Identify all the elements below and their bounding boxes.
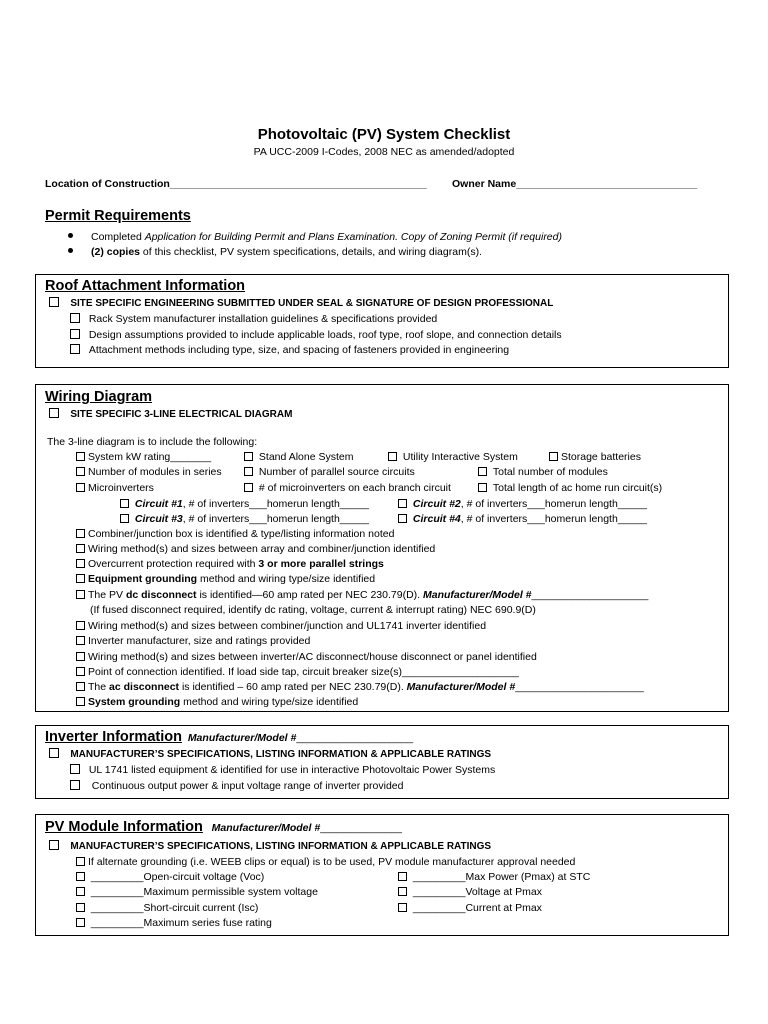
checkbox[interactable] — [478, 467, 487, 476]
model-field[interactable]: ______________________ — [515, 681, 644, 693]
item-bold: 3 or more parallel strings — [258, 558, 384, 570]
wiring-line-4 — [76, 573, 375, 585]
checkbox[interactable] — [76, 903, 85, 912]
checkbox[interactable] — [49, 748, 59, 758]
wiring-main-label: SITE SPECIFIC 3-LINE ELECTRICAL DIAGRAM — [70, 409, 293, 420]
pv-item-b3 — [398, 902, 542, 914]
checkbox[interactable] — [398, 903, 407, 912]
checkbox[interactable] — [76, 652, 85, 661]
checkbox[interactable] — [70, 313, 80, 323]
wiring-row-2b — [244, 466, 415, 478]
item-label: UL 1741 listed equipment & identified for use in interactive Photovoltaic Power Systems — [88, 764, 496, 776]
permit-bullet-1 — [68, 231, 562, 243]
item-label: method and wiring type/size identified — [197, 573, 376, 585]
item-label: _________Max Power (Pmax) at STC — [412, 871, 591, 883]
pv-grounding-item — [76, 856, 575, 868]
checkbox[interactable] — [76, 872, 85, 881]
permit-b1-italic: Application for Building Permit and Plans Examination. Copy of Zoning Permit (if required) — [144, 231, 562, 243]
item-label: _________Current at Pmax — [412, 902, 542, 914]
circuit-2 — [398, 498, 647, 510]
item-label: The PV — [88, 589, 126, 601]
item-label: If alternate grounding (i.e. WEEB clips or equal) is to be used, PV module manufacturer approval needed — [88, 856, 576, 868]
checkbox[interactable] — [49, 297, 59, 307]
permit-b1-pre: Completed — [91, 231, 145, 243]
pv-item-a2 — [76, 886, 318, 898]
wiring-line-10 — [76, 681, 644, 693]
wiring-row-1c — [388, 451, 518, 463]
wiring-row-1 — [76, 451, 211, 463]
roof-item-2 — [70, 329, 562, 341]
pv-main-item — [49, 840, 491, 852]
model-label: Manufacturer/Model # — [187, 732, 297, 744]
roof-item-label: Rack System manufacturer installation guidelines & specifications provided — [88, 313, 438, 325]
roof-main-item — [49, 297, 553, 309]
checkbox[interactable] — [76, 667, 85, 676]
wiring-row-2a — [76, 466, 222, 478]
checkbox[interactable] — [398, 887, 407, 896]
checkbox[interactable] — [76, 590, 85, 599]
item-label: is identified – 60 amp rated per NEC 230.79(D). — [179, 681, 407, 693]
checkbox[interactable] — [49, 840, 59, 850]
roof-item-1 — [70, 313, 437, 325]
circuit-label: Circuit #1 — [134, 498, 183, 510]
wiring-main-item — [49, 408, 292, 420]
wiring-row-3a — [76, 482, 154, 494]
checkbox[interactable] — [76, 918, 85, 927]
wiring-line-9 — [76, 666, 519, 678]
pv-item-b1 — [398, 871, 590, 883]
item-label: Utility Interactive System — [402, 451, 518, 463]
checkbox[interactable] — [76, 529, 85, 538]
location-line — [45, 178, 427, 190]
checkbox[interactable] — [76, 559, 85, 568]
checkbox[interactable] — [76, 682, 85, 691]
wiring-line-5 — [76, 589, 648, 601]
item-bold: dc disconnect — [125, 589, 197, 601]
roof-main-label: SITE SPECIFIC ENGINEERING SUBMITTED UNDER SEAL & SIGNATURE OF DESIGN PROFESSIONAL — [70, 298, 554, 309]
item-label: method and wiring type/size identified — [180, 696, 359, 708]
wiring-line-5b: (If fused disconnect required, identify dc rating, voltage, current & interrupt rating) NEC 690.9(D) — [90, 604, 536, 616]
model-label: Manufacturer/Model # — [406, 681, 516, 693]
checkbox[interactable] — [120, 499, 129, 508]
circuit-3 — [120, 513, 369, 525]
wiring-row-2c — [478, 466, 608, 478]
inverter-heading: Inverter Information — [45, 729, 182, 745]
circuit-label: Circuit #3 — [134, 513, 183, 525]
circuit-1 — [120, 498, 369, 510]
item-label: System kW rating_______ — [88, 451, 212, 463]
checkbox[interactable] — [244, 452, 253, 461]
checkbox[interactable] — [76, 483, 85, 492]
wiring-line-6 — [76, 620, 486, 632]
bullet-icon — [68, 248, 73, 253]
breaker-size-field[interactable]: ____________________ — [402, 666, 519, 678]
checkbox[interactable] — [76, 452, 85, 461]
item-label: Stand Alone System — [258, 451, 354, 463]
model-field[interactable]: ____________________ — [531, 589, 649, 601]
pv-item-a1 — [76, 871, 264, 883]
item-label: Wiring method(s) and sizes between combiner/junction and UL1741 inverter identified — [88, 620, 487, 632]
wiring-line-7 — [76, 635, 310, 647]
checkbox[interactable] — [120, 514, 129, 523]
item-label: Wiring method(s) and sizes between inverter/AC disconnect/house disconnect or panel identified — [88, 651, 537, 663]
item-bold: ac disconnect — [109, 681, 180, 693]
item-label: Wiring method(s) and sizes between array and combiner/junction identified — [88, 543, 436, 555]
item-label: _________Open-circuit voltage (Voc) — [90, 871, 265, 883]
checkbox[interactable] — [70, 780, 80, 790]
pv-item-a4 — [76, 917, 272, 929]
model-field[interactable]: ______________ — [320, 822, 402, 834]
checkbox[interactable] — [244, 467, 253, 476]
checkbox[interactable] — [398, 514, 407, 523]
checkbox[interactable] — [76, 467, 85, 476]
checkbox[interactable] — [70, 329, 80, 339]
item-label: Continuous output power & input voltage range of inverter provided — [91, 780, 404, 792]
checkbox[interactable] — [478, 483, 487, 492]
item-label: Number of parallel source circuits — [258, 466, 415, 478]
pv-heading-line — [45, 819, 402, 835]
permit-b2-bold: (2) copies — [91, 246, 141, 258]
item-label: Overcurrent protection required with — [88, 558, 259, 570]
inverter-main-item — [49, 748, 491, 760]
model-field[interactable]: ____________________ — [296, 732, 414, 744]
pv-item-b2 — [398, 886, 542, 898]
page-title: Photovoltaic (PV) System Checklist — [257, 126, 511, 143]
item-label: Point of connection identified. If load side tap, circuit breaker size(s) — [88, 666, 402, 678]
checkbox[interactable] — [70, 344, 80, 354]
bullet-icon — [68, 233, 73, 238]
item-bold: Equipment grounding — [88, 573, 198, 585]
item-bold: System grounding — [88, 696, 181, 708]
item-label: Storage batteries — [561, 451, 641, 463]
checkbox[interactable] — [76, 574, 85, 583]
wiring-row-1b — [244, 451, 353, 463]
wiring-line-11 — [76, 696, 358, 708]
roof-heading: Roof Attachment Information — [45, 278, 246, 294]
pv-item-a3 — [76, 902, 258, 914]
owner-line — [452, 178, 697, 190]
model-label: Manufacturer/Model # — [211, 822, 321, 834]
owner-label: Owner Name — [452, 178, 517, 190]
inverter-main-label: MANUFACTURER’S SPECIFICATIONS, LISTING INFORMATION & APPLICABLE RATINGS — [70, 749, 492, 760]
wiring-row-1d — [549, 451, 641, 463]
item-label: _________Maximum permissible system voltage — [90, 886, 318, 898]
permit-b2-rest: of this checklist, PV system specifications, details, and wiring diagram(s). — [140, 246, 482, 258]
wiring-line-3 — [76, 558, 384, 570]
roof-item-label: Design assumptions provided to include applicable loads, roof type, roof slope, and connection details — [88, 329, 562, 341]
checkbox[interactable] — [76, 857, 85, 866]
circuit-rest: , # of inverters___homerun length_____ — [460, 498, 647, 510]
checkbox[interactable] — [76, 887, 85, 896]
permit-heading: Permit Requirements — [45, 208, 191, 224]
wiring-row-3c — [478, 482, 662, 494]
wiring-line-1 — [76, 528, 394, 540]
roof-item-3 — [70, 344, 509, 356]
inverter-item-2 — [70, 780, 403, 792]
pv-main-label: MANUFACTURER’S SPECIFICATIONS, LISTING INFORMATION & APPLICABLE RATINGS — [70, 841, 492, 852]
item-label: Microinverters — [88, 482, 154, 494]
checkbox[interactable] — [76, 697, 85, 706]
item-label: The — [88, 681, 110, 693]
checkbox[interactable] — [244, 483, 253, 492]
page-subtitle: PA UCC-2009 I-Codes, 2008 NEC as amended/adopted — [253, 146, 515, 158]
item-label: _________Maximum series fuse rating — [90, 917, 272, 929]
item-label: _________Voltage at Pmax — [412, 886, 542, 898]
item-label: _________Short-circuit current (Isc) — [90, 902, 259, 914]
location-label: Location of Construction — [45, 178, 170, 190]
wiring-row-3b — [244, 482, 451, 494]
item-label: is identified—60 amp rated per NEC 230.79(D). — [196, 589, 423, 601]
circuit-rest: , # of inverters___homerun length_____ — [182, 498, 369, 510]
checkbox[interactable] — [388, 452, 397, 461]
inverter-item-1 — [70, 764, 495, 776]
checkbox[interactable] — [398, 499, 407, 508]
pv-heading: PV Module Information — [45, 819, 203, 835]
checkbox[interactable] — [70, 764, 80, 774]
wiring-heading: Wiring Diagram — [45, 389, 153, 405]
checkbox[interactable] — [49, 408, 59, 418]
wiring-intro: The 3-line diagram is to include the following: — [47, 436, 258, 448]
checkbox[interactable] — [76, 621, 85, 630]
circuit-label: Circuit #4 — [412, 513, 461, 525]
checkbox[interactable] — [76, 636, 85, 645]
permit-bullet-2 — [68, 246, 482, 258]
circuit-label: Circuit #2 — [412, 498, 461, 510]
owner-field[interactable]: _______________________________ — [516, 178, 698, 190]
circuit-rest: , # of inverters___homerun length_____ — [182, 513, 369, 525]
location-field[interactable]: ____________________________________________ — [169, 178, 427, 190]
circuit-rest: , # of inverters___homerun length_____ — [460, 513, 647, 525]
inverter-heading-line — [45, 729, 413, 745]
checkbox[interactable] — [398, 872, 407, 881]
checkbox[interactable] — [549, 452, 558, 461]
item-label: Total number of modules — [492, 466, 608, 478]
item-label: Total length of ac home run circuit(s) — [492, 482, 663, 494]
roof-item-label: Attachment methods including type, size, and spacing of fasteners provided in engineering — [88, 344, 510, 356]
checkbox[interactable] — [76, 544, 85, 553]
circuit-4 — [398, 513, 647, 525]
wiring-line-2 — [76, 543, 435, 555]
item-label: # of microinverters on each branch circuit — [258, 482, 451, 494]
model-label: Manufacturer/Model # — [423, 589, 532, 601]
item-label: Inverter manufacturer, size and ratings provided — [88, 635, 311, 647]
wiring-line-8 — [76, 651, 537, 663]
item-label: Combiner/junction box is identified & type/listing information noted — [88, 528, 395, 540]
item-label: Number of modules in series — [88, 466, 222, 478]
